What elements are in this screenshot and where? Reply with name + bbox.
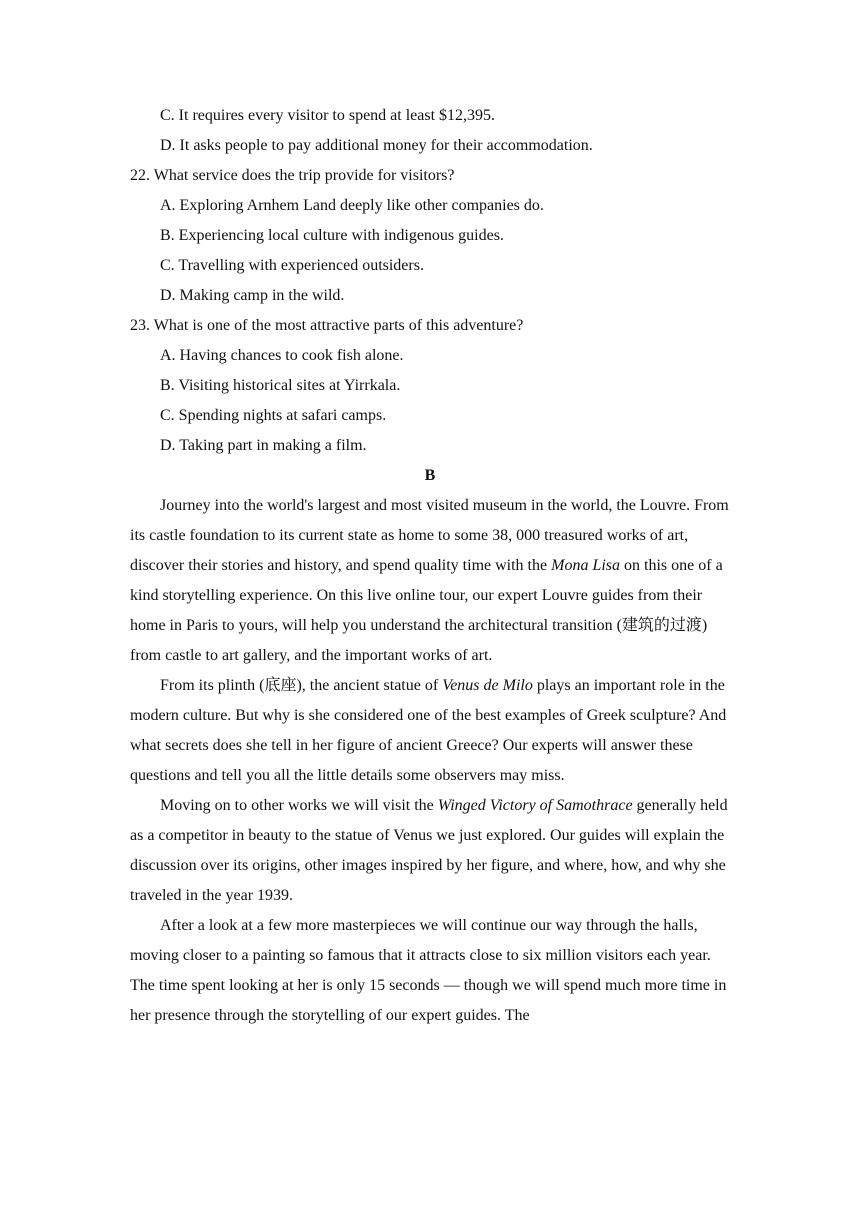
p2-artwork-title: Venus de Milo [442,677,533,694]
p3-text-b: generally held as a competitor in beauty to the statue of Venus we just explored. Our guides will explain the discussion over its origins, other images inspired by her figure, and where, how, and why she traveled in the year 1939. [130,797,728,904]
q23-option-d: D. Taking part in making a film. [160,437,367,454]
p2-text-a: From its plinth (底座), the ancient statue of [160,677,443,694]
q23-option-b: B. Visiting historical sites at Yirrkala. [160,377,401,394]
passage-paragraph-2 [130,671,730,791]
p1-text-b: on this one of a kind storytelling experience. On this live online tour, our expert Louvre guides from their home in Paris to yours, will help you understand the architectural transition (建筑的过渡) from castle to art gallery, and the important works of art. [130,557,723,664]
p3-text-a: Moving on to other works we will visit the [160,797,438,814]
q22-option-a: A. Exploring Arnhem Land deeply like other companies do. [160,197,544,214]
q23-option-a: A. Having chances to cook fish alone. [160,347,404,364]
section-heading: B [424,467,436,484]
p2-text-b: plays an important role in the modern culture. But why is she considered one of the best examples of Greek sculpture? And what secrets does she tell in her figure of ancient Greece? Our experts will answer these questions and tell you all the little details some observers may miss. [130,677,727,784]
q21-option-d: D. It asks people to pay additional money for their accommodation. [160,137,593,154]
passage-paragraph-3 [130,791,730,911]
q22-option-d: D. Making camp in the wild. [160,287,345,304]
q22-option-c: C. Travelling with experienced outsiders. [160,257,424,274]
passage-paragraph-1 [130,491,730,671]
q22-question: 22. What service does the trip provide for visitors? [130,167,455,184]
p1-artwork-title: Mona Lisa [551,557,621,574]
q23-option-c: C. Spending nights at safari camps. [160,407,387,424]
q22-option-b: B. Experiencing local culture with indigenous guides. [160,227,504,244]
p1-text-a: Journey into the world's largest and most visited museum in the world, the Louvre. From its castle foundation to its current state as home to some 38, 000 treasured works of art, discover their stories and history, and spend quality time with the [130,497,729,574]
q21-option-c: C. It requires every visitor to spend at least $12,395. [160,107,496,124]
q23-question: 23. What is one of the most attractive parts of this adventure? [130,317,524,334]
passage-paragraph-4: After a look at a few more masterpieces we will continue our way through the halls, moving closer to a painting so famous that it attracts close to six million visitors each year. The time spent looking at her is only 15 seconds — though we will spend much more time in her presence through the storytelling of our expert guides. The [130,917,727,1024]
document-page [130,101,730,1031]
p3-artwork-title: Winged Victory of Samothrace [437,797,633,814]
